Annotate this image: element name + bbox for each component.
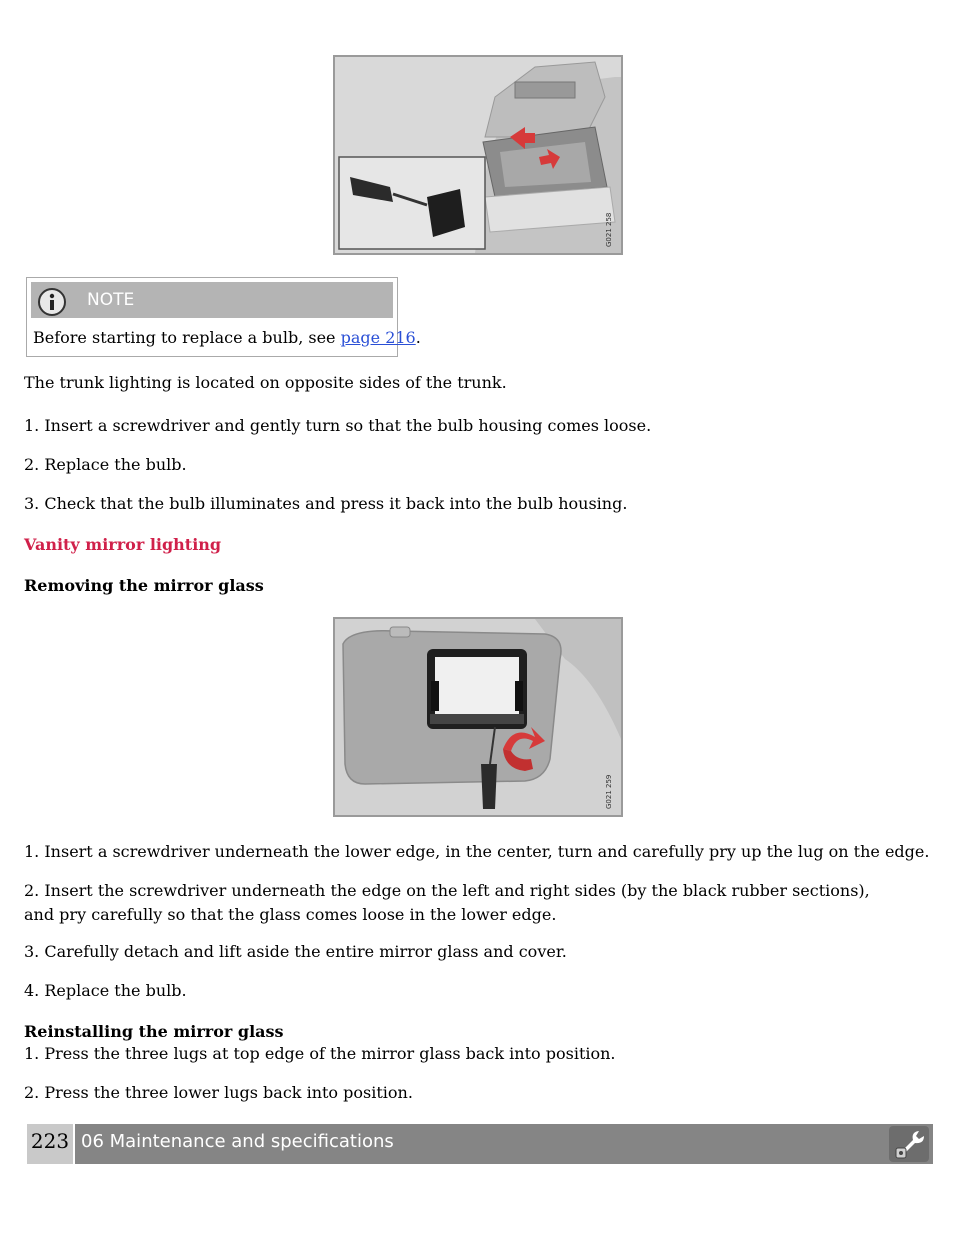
trunk-intro: The trunk lighting is located on opposite sides of the trunk. <box>24 373 507 392</box>
trunk-step-1: 1. Insert a screwdriver and gently turn so that the bulb housing comes loose. <box>24 416 652 435</box>
mirror-figure-code: G021 259 <box>605 774 613 809</box>
page-number: 223 <box>27 1124 73 1164</box>
wrench-icon <box>889 1126 929 1162</box>
trunk-illustration-svg <box>335 57 621 253</box>
vanity-step-4: 4. Replace the bulb. <box>24 981 187 1000</box>
note-title: NOTE <box>87 290 135 310</box>
note-text: Before starting to replace a bulb, see page 216. <box>33 328 421 347</box>
trunk-step-2: 2. Replace the bulb. <box>24 455 187 474</box>
vanity-mirror-illustration <box>333 617 623 817</box>
note-header <box>31 282 393 318</box>
note-box <box>26 277 421 357</box>
info-icon <box>37 287 67 317</box>
vanity-step-3: 3. Carefully detach and lift aside the entire mirror glass and cover. <box>24 942 567 961</box>
vanity-heading: Vanity mirror lighting <box>24 535 222 554</box>
footer-bar <box>75 1124 933 1164</box>
trunk-figure-code: G021 258 <box>605 212 613 247</box>
reinstall-step-2: 2. Press the three lower lugs back into position. <box>24 1083 413 1102</box>
trunk-lighting-illustration <box>333 55 623 255</box>
trunk-step-3: 3. Check that the bulb illuminates and press it back into the bulb housing. <box>24 494 628 513</box>
vanity-step-1: 1. Insert a screwdriver underneath the lower edge, in the center, turn and carefully pry up the lug on the edge. <box>24 842 930 861</box>
vanity-step-2: 2. Insert the screwdriver underneath the edge on the left and right sides (by the black rubber sections), and pry carefully so that the glass comes loose in the lower edge. <box>24 881 870 924</box>
page-216-link[interactable]: page 216 <box>340 328 416 347</box>
reinstalling-heading: Reinstalling the mirror glass <box>24 1022 284 1041</box>
mirror-illustration-svg <box>335 619 621 815</box>
removing-heading: Removing the mirror glass <box>24 576 264 595</box>
section-title: 06 Maintenance and specifications <box>81 1131 394 1152</box>
reinstall-step-1: 1. Press the three lugs at top edge of the mirror glass back into position. <box>24 1044 616 1063</box>
page-footer <box>27 1124 933 1164</box>
